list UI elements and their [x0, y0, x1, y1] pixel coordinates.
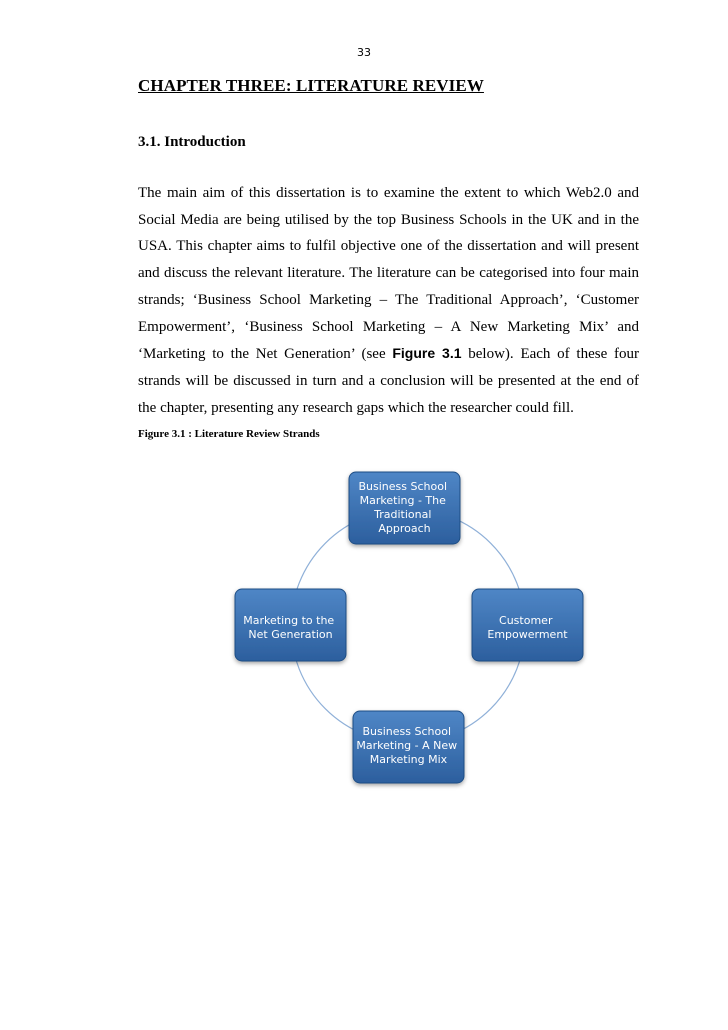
paragraph-text-part1: The main aim of this dissertation is to examine the extent to which Web2.0 and Social Media are being utilised by the top Business Schools in the UK and in the USA. This chapter aims to fulfil objective one of the dissertation and will present and discuss the relevant literature. The literature can be categorised into four main strands; ‘Business School Marketing – The Traditional Approach’, ‘Customer Empowerment’, ‘Business School Marketing – A New Marketing Mix’ and ‘Marketing to the Net Generation’ (see: [138, 185, 639, 363]
figure-caption: Figure 3.1 : Literature Review Strands: [138, 428, 320, 440]
node-customer-empowerment: [472, 589, 583, 661]
node-label-line: Empowerment: [487, 628, 568, 641]
chapter-title: CHAPTER THREE: LITERATURE REVIEW: [138, 76, 484, 95]
node-business-school-traditional: [349, 472, 460, 544]
node-label-line: Customer: [499, 614, 553, 627]
node-label-line: Marketing Mix: [369, 753, 448, 766]
figure-reference: Figure 3.1: [392, 345, 462, 362]
intro-paragraph: [138, 180, 639, 421]
node-label-line: Marketing - The: [359, 494, 446, 507]
node-label-line: Approach: [378, 522, 431, 535]
node-label-line: Traditional: [374, 508, 432, 521]
node-label-line: Marketing - A New: [356, 739, 458, 752]
node-label: [243, 614, 337, 641]
node-business-school-new-mix: [353, 711, 464, 783]
node-label-line: Business School: [358, 480, 448, 493]
paragraph-text-part2: below). Each of these four strands will be discussed in turn and a conclusion will be presented at the end of the chapter, presenting any research gaps which the researcher could fill.: [138, 346, 640, 416]
node-label: [356, 725, 460, 766]
node-label-line: Business School: [362, 725, 452, 738]
node-label-line: Marketing to the: [243, 614, 335, 627]
node-marketing-net-generation: [235, 589, 346, 661]
section-heading: 3.1. Introduction: [138, 134, 246, 150]
node-label-line: Net Generation: [248, 628, 333, 641]
page-number: 33: [357, 46, 371, 59]
